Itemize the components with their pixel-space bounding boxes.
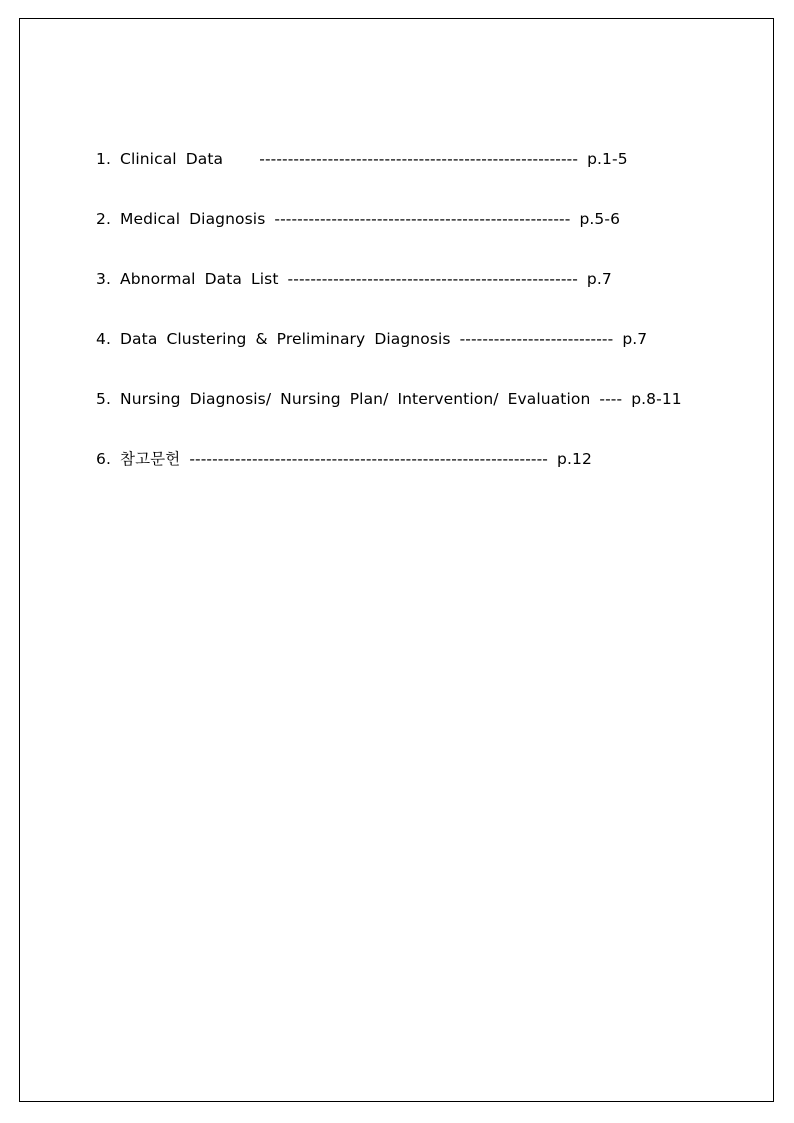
table-of-contents (96, 148, 706, 508)
toc-item-abnormal-data-list: 3. Abnormal Data List --------------------------------------------------- p.7 (96, 270, 612, 288)
toc-item-references: 6. 참고문헌 --------------------------------------------------------------- p.12 (96, 450, 592, 468)
toc-item-data-clustering: 4. Data Clustering & Preliminary Diagnosis --------------------------- p.7 (96, 330, 648, 348)
toc-item-clinical-data: 1. Clinical Data -------------------------------------------------------- p.1-5 (96, 150, 628, 168)
toc-item-nursing-diagnosis: 5. Nursing Diagnosis/ Nursing Plan/ Intervention/ Evaluation ---- p.8-11 (96, 390, 682, 408)
toc-item-medical-diagnosis: 2. Medical Diagnosis ---------------------------------------------------- p.5-6 (96, 210, 621, 228)
